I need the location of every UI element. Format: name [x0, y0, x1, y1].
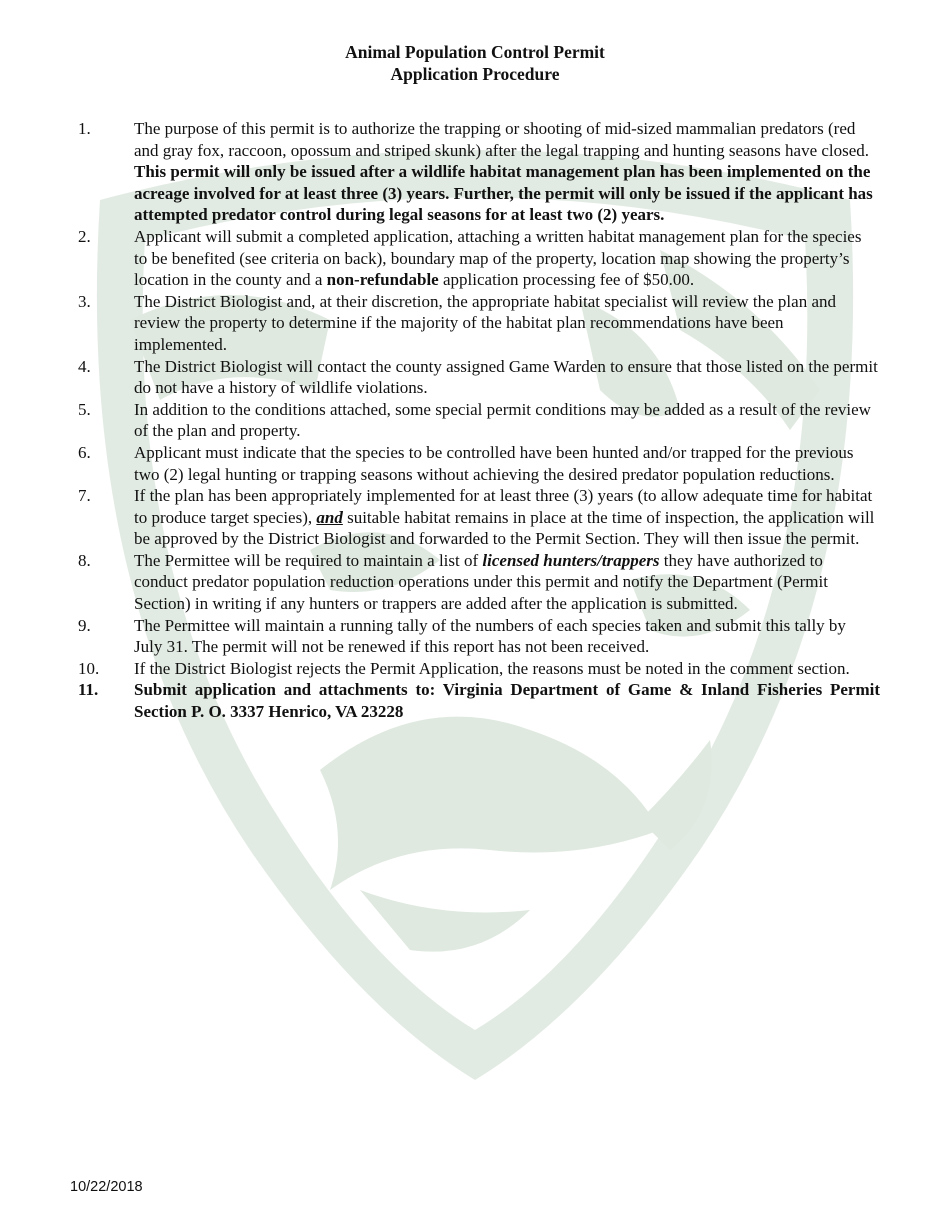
item-number: 2. [78, 226, 91, 246]
list-item-submit-address: 11. Submit application and attachments to: Virginia Department of Game & Inland Fisheries Permit Section P. O. 3337 Henrico, VA 23228 [78, 680, 880, 722]
list-item: 10. If the District Biologist rejects the Permit Application, the reasons must be noted in the comment section. [78, 658, 850, 678]
list-item: 6. Applicant must indicate that the species to be controlled have been hunted and/or trapped for the previous two (2) legal hunting or trapping seasons without achieving the desired predator population reductions. [78, 442, 854, 484]
page-subtitle: Application Procedure [390, 64, 560, 84]
item-number: 1. [78, 119, 91, 138]
list-item: 4. The District Biologist will contact the county assigned Game Warden to ensure that those listed on the permit do not have a history of wildlife violations. [78, 356, 878, 398]
item-number: 3. [78, 291, 91, 311]
item-number: 4. [78, 356, 91, 376]
footer-date: 10/22/2018 [70, 1179, 143, 1195]
page-title: Animal Population Control Permit [345, 42, 605, 62]
list-item: 1. The purpose of this permit is to authorize the trapping or shooting of mid-sized mammalian predators (red and gray fox, raccoon, opossum and striped skunk) after the legal trapping and hunting seasons have closed. This permit will only be issued after a wildlife habitat management plan has been implemented on the acreage involved for at least three (3) years. Further, the permit will only be issued if the applicant has attempted predator control during legal seasons for at least two (2) years. [78, 119, 873, 225]
list-item: 8. The Permittee will be required to maintain a list of licensed hunters/trappers they have authorized to conduct predator population reduction operations under this permit and notify the Department (Permit Section) in writing if any hunters or trappers are added after the application is submitted. [78, 550, 828, 614]
item-number: 9. [78, 615, 91, 635]
list-item: 9. The Permittee will maintain a running tally of the numbers of each species taken and submit this tally by July 31. The permit will not be renewed if this report has not been received. [78, 615, 846, 657]
list-item: 2. Applicant will submit a completed application, attaching a written habitat management plan for the species to be benefited (see criteria on back), boundary map of the property, location map showing the property’s location in the county and a non-refundable application processing fee of $50.00. [78, 226, 862, 290]
item-number: 6. [78, 442, 91, 462]
item-number: 7. [78, 486, 91, 506]
procedure-list [0, 118, 950, 723]
list-item: 5. In addition to the conditions attached, some special permit conditions may be added as a result of the review of the plan and property. [78, 399, 871, 441]
item-number: 10. [78, 658, 100, 678]
item-number: 8. [78, 550, 91, 570]
list-item: 3. The District Biologist and, at their discretion, the appropriate habitat specialist will review the plan and review the property to determine if the majority of the habitat plan recommendations have been implemented. [78, 291, 836, 354]
item-number: 5. [78, 399, 91, 419]
list-item: 7. If the plan has been appropriately implemented for at least three (3) years (to allow adequate time for habitat to produce target species), and suitable habitat remains in place at the time of inspection, the application will be approved by the District Biologist and forwarded to the Permit Section. They will then issue the permit. [78, 486, 875, 549]
item-number: 11. [78, 680, 99, 700]
